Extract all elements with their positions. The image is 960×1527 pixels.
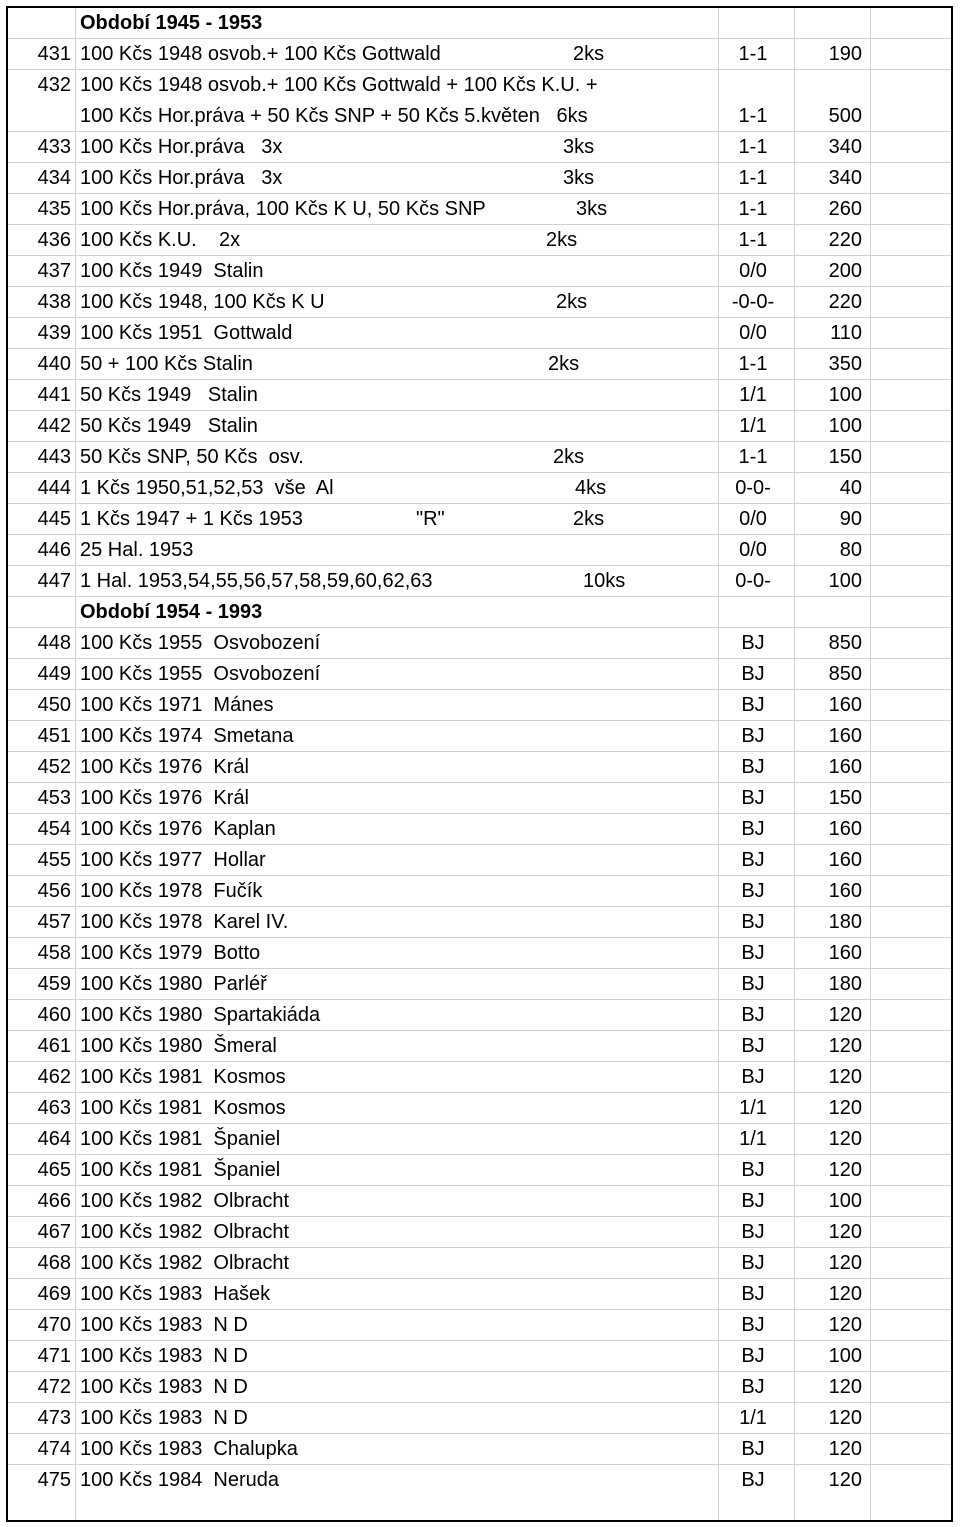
item-quantity: 2ks <box>573 508 605 530</box>
item-price: 120 <box>828 1283 862 1305</box>
item-description: 100 Kčs 1979 Botto <box>80 942 261 964</box>
table-row <box>8 1186 951 1217</box>
item-price: 90 <box>839 508 862 530</box>
item-description: 50 Kčs 1949 Stalin <box>80 415 258 437</box>
item-price: 160 <box>828 694 862 716</box>
item-price: 500 <box>828 105 862 127</box>
item-price: 160 <box>828 942 862 964</box>
item-variant-mark: "R" <box>416 508 445 530</box>
item-number: 449 <box>37 663 71 685</box>
item-condition: 1-1 <box>738 167 768 189</box>
item-number: 442 <box>37 415 71 437</box>
table-row <box>8 907 951 938</box>
item-condition: BJ <box>741 756 765 778</box>
item-price: 260 <box>828 198 862 220</box>
item-price: 340 <box>828 136 862 158</box>
item-number: 439 <box>37 322 71 344</box>
item-quantity: 3ks <box>576 198 608 220</box>
item-condition: 1/1 <box>739 1097 767 1119</box>
item-description: 100 Kčs 1980 Parléř <box>80 973 267 995</box>
item-condition: BJ <box>741 849 765 871</box>
item-condition: 0/0 <box>739 539 767 561</box>
item-price: 120 <box>828 1438 862 1460</box>
item-description: 100 Kčs 1981 Kosmos <box>80 1097 286 1119</box>
item-condition: 1-1 <box>738 198 768 220</box>
item-number: 461 <box>37 1035 71 1057</box>
item-number: 469 <box>37 1283 71 1305</box>
item-description: 100 Kčs 1976 Král <box>80 787 249 809</box>
table-row <box>8 473 951 504</box>
item-price: 120 <box>828 1376 862 1398</box>
item-number: 437 <box>37 260 71 282</box>
item-condition: BJ <box>741 1438 765 1460</box>
item-description: 100 Kčs 1971 Mánes <box>80 694 274 716</box>
item-price: 120 <box>828 1314 862 1336</box>
item-description: 100 Kčs 1948 osvob.+ 100 Kčs Gottwald <box>80 43 441 65</box>
item-number: 440 <box>37 353 71 375</box>
item-condition: 0-0- <box>735 570 771 592</box>
item-quantity: 4ks <box>575 477 607 499</box>
item-number: 438 <box>37 291 71 313</box>
catalog-table <box>6 6 953 1522</box>
item-number: 460 <box>37 1004 71 1026</box>
item-description: 100 Kčs 1974 Smetana <box>80 725 294 747</box>
table-row <box>8 1248 951 1279</box>
table-row <box>8 628 951 659</box>
item-number: 470 <box>37 1314 71 1336</box>
item-description: 100 Kčs 1955 Osvobození <box>80 663 321 685</box>
item-description: 100 Kčs 1982 Olbracht <box>80 1252 290 1274</box>
item-condition: 0/0 <box>739 508 767 530</box>
item-number: 458 <box>37 942 71 964</box>
item-number: 474 <box>37 1438 71 1460</box>
table-row <box>8 938 951 969</box>
item-description: 1 Kčs 1947 + 1 Kčs 1953 <box>80 508 303 530</box>
item-number: 443 <box>37 446 71 468</box>
item-condition: 0-0- <box>735 477 771 499</box>
item-condition: BJ <box>741 725 765 747</box>
item-condition: BJ <box>741 1252 765 1274</box>
item-condition: BJ <box>741 1035 765 1057</box>
item-description: 50 + 100 Kčs Stalin <box>80 353 253 375</box>
item-condition: BJ <box>741 1190 765 1212</box>
item-number: 459 <box>37 973 71 995</box>
item-description: 100 Kčs 1982 Olbracht <box>80 1221 290 1243</box>
item-price: 120 <box>828 1469 862 1491</box>
item-price: 120 <box>828 1066 862 1088</box>
table-row <box>8 1310 951 1341</box>
table-row <box>8 1062 951 1093</box>
item-description: 1 Hal. 1953,54,55,56,57,58,59,60,62,63 <box>80 570 433 592</box>
item-condition: BJ <box>741 973 765 995</box>
item-condition: BJ <box>741 1469 765 1491</box>
section-header-row <box>8 8 951 39</box>
item-description: 50 Kčs SNP, 50 Kčs osv. <box>80 446 304 468</box>
item-price: 100 <box>828 415 862 437</box>
table-row <box>8 318 951 349</box>
item-condition: BJ <box>741 1314 765 1336</box>
item-number: 464 <box>37 1128 71 1150</box>
item-condition: 1-1 <box>738 353 768 375</box>
item-description: 100 Kčs 1983 Hašek <box>80 1283 271 1305</box>
table-row <box>8 1403 951 1434</box>
table-row <box>8 194 951 225</box>
item-price: 340 <box>828 167 862 189</box>
item-number: 435 <box>37 198 71 220</box>
table-row <box>8 442 951 473</box>
item-quantity: 3ks <box>563 167 595 189</box>
item-description: 1 Kčs 1950,51,52,53 vše Al <box>80 477 334 499</box>
item-description: 100 Kčs 1982 Olbracht <box>80 1190 290 1212</box>
item-description: 100 Kčs 1977 Hollar <box>80 849 266 871</box>
item-price: 110 <box>830 322 862 344</box>
item-number: 457 <box>37 911 71 933</box>
table-row <box>8 287 951 318</box>
item-price: 850 <box>828 632 862 654</box>
item-price: 180 <box>828 911 862 933</box>
item-description-line2: 100 Kčs Hor.práva + 50 Kčs SNP + 50 Kčs 5.květen 6ks <box>80 105 588 127</box>
table-row <box>8 1372 951 1403</box>
table-row <box>8 1434 951 1465</box>
table-row <box>8 132 951 163</box>
item-price: 160 <box>828 849 862 871</box>
item-number: 447 <box>37 570 71 592</box>
item-description: 100 Kčs 1981 Španiel <box>80 1159 281 1181</box>
item-condition: BJ <box>741 911 765 933</box>
item-number: 466 <box>37 1190 71 1212</box>
item-price: 100 <box>828 570 862 592</box>
item-price: 120 <box>828 1252 862 1274</box>
item-condition: -0-0- <box>731 291 775 313</box>
item-number: 432 <box>37 74 71 96</box>
item-description: 100 Kčs 1955 Osvobození <box>80 632 321 654</box>
item-condition: BJ <box>741 1345 765 1367</box>
item-description: 100 Kčs 1948, 100 Kčs K U <box>80 291 325 313</box>
item-description: 100 Kčs 1949 Stalin <box>80 260 264 282</box>
item-quantity: 2ks <box>546 229 578 251</box>
item-condition: 1/1 <box>739 415 767 437</box>
section-header-row <box>8 597 951 628</box>
item-description: 100 Kčs K.U. 2x <box>80 229 241 251</box>
table-row <box>8 225 951 256</box>
item-price: 120 <box>828 1221 862 1243</box>
table-row <box>8 504 951 535</box>
item-number: 444 <box>37 477 71 499</box>
table-row <box>8 783 951 814</box>
item-price: 350 <box>828 353 862 375</box>
table-row <box>8 1465 951 1496</box>
item-number: 455 <box>37 849 71 871</box>
table-row <box>8 1155 951 1186</box>
item-condition: BJ <box>741 1221 765 1243</box>
item-condition: BJ <box>741 1066 765 1088</box>
item-description: 100 Kčs 1976 Král <box>80 756 249 778</box>
item-number: 450 <box>37 694 71 716</box>
item-price: 100 <box>828 1345 862 1367</box>
item-number: 473 <box>37 1407 71 1429</box>
item-price: 220 <box>828 291 862 313</box>
item-condition: BJ <box>741 1004 765 1026</box>
section-title: Období 1945 - 1953 <box>80 12 263 34</box>
item-price: 150 <box>828 446 862 468</box>
item-description: 100 Kčs 1948 osvob.+ 100 Kčs Gottwald + 100 Kčs K.U. + <box>80 74 598 96</box>
item-number: 451 <box>37 725 71 747</box>
item-price: 850 <box>828 663 862 685</box>
table-row <box>8 1093 951 1124</box>
table-row <box>8 876 951 907</box>
item-condition: 1-1 <box>738 105 768 127</box>
item-description: 100 Kčs 1980 Spartakiáda <box>80 1004 321 1026</box>
item-number: 436 <box>37 229 71 251</box>
item-number: 453 <box>37 787 71 809</box>
item-quantity: 2ks <box>553 446 585 468</box>
item-number: 433 <box>37 136 71 158</box>
item-number: 468 <box>37 1252 71 1274</box>
item-description: 100 Kčs 1978 Fučík <box>80 880 263 902</box>
item-description: 100 Kčs 1976 Kaplan <box>80 818 276 840</box>
item-condition: 1/1 <box>739 1128 767 1150</box>
item-condition: 0/0 <box>739 260 767 282</box>
item-number: 467 <box>37 1221 71 1243</box>
item-price: 120 <box>828 1004 862 1026</box>
item-price: 160 <box>828 756 862 778</box>
table-row <box>8 1217 951 1248</box>
item-number: 445 <box>37 508 71 530</box>
table-row <box>8 1000 951 1031</box>
item-price: 180 <box>828 973 862 995</box>
item-condition: BJ <box>741 694 765 716</box>
item-description: 100 Kčs 1983 N D <box>80 1407 248 1429</box>
table-row <box>8 721 951 752</box>
table-row <box>8 39 951 70</box>
section-title: Období 1954 - 1993 <box>80 601 263 623</box>
table-row <box>8 256 951 287</box>
item-price: 120 <box>828 1128 862 1150</box>
item-condition: BJ <box>741 663 765 685</box>
table-row <box>8 1279 951 1310</box>
item-description: 25 Hal. 1953 <box>80 539 194 561</box>
item-number: 465 <box>37 1159 71 1181</box>
item-price: 190 <box>828 43 862 65</box>
item-number: 441 <box>37 384 71 406</box>
item-condition: BJ <box>741 1283 765 1305</box>
item-number: 452 <box>37 756 71 778</box>
item-description: 100 Kčs 1983 N D <box>80 1345 248 1367</box>
item-condition: BJ <box>741 632 765 654</box>
item-price: 120 <box>828 1035 862 1057</box>
item-description: 100 Kčs Hor.práva, 100 Kčs K U, 50 Kčs SNP <box>80 198 486 220</box>
item-condition: 1-1 <box>738 446 768 468</box>
item-condition: BJ <box>741 1159 765 1181</box>
table-row <box>8 969 951 1000</box>
table-row <box>8 163 951 194</box>
item-description: 100 Kčs 1951 Gottwald <box>80 322 293 344</box>
table-row <box>8 1341 951 1372</box>
item-number: 463 <box>37 1097 71 1119</box>
item-condition: BJ <box>741 1376 765 1398</box>
item-quantity: 3ks <box>563 136 595 158</box>
item-price: 160 <box>828 725 862 747</box>
item-price: 120 <box>828 1097 862 1119</box>
item-description: 100 Kčs 1981 Španiel <box>80 1128 281 1150</box>
item-number: 448 <box>37 632 71 654</box>
item-condition: 1-1 <box>738 229 768 251</box>
item-description: 100 Kčs 1980 Šmeral <box>80 1035 277 1057</box>
item-number: 472 <box>37 1376 71 1398</box>
item-description: 100 Kčs Hor.práva 3x <box>80 167 283 189</box>
table-row <box>8 814 951 845</box>
item-condition: BJ <box>741 942 765 964</box>
item-price: 160 <box>828 818 862 840</box>
item-condition: 1/1 <box>739 384 767 406</box>
item-number: 475 <box>37 1469 71 1491</box>
item-quantity: 2ks <box>556 291 588 313</box>
table-row <box>8 380 951 411</box>
item-condition: 1-1 <box>738 136 768 158</box>
table-row <box>8 1124 951 1155</box>
item-description: 100 Kčs 1981 Kosmos <box>80 1066 286 1088</box>
item-price: 220 <box>828 229 862 251</box>
item-price: 200 <box>828 260 862 282</box>
item-number: 446 <box>37 539 71 561</box>
item-number: 471 <box>37 1345 71 1367</box>
item-price: 100 <box>828 384 862 406</box>
table-row <box>8 566 951 597</box>
item-number: 462 <box>37 1066 71 1088</box>
item-condition: BJ <box>741 880 765 902</box>
item-number: 434 <box>37 167 71 189</box>
item-condition: 1/1 <box>739 1407 767 1429</box>
item-description: 100 Kčs 1983 N D <box>80 1376 248 1398</box>
item-condition: 0/0 <box>739 322 767 344</box>
item-price: 160 <box>828 880 862 902</box>
table-row <box>8 690 951 721</box>
item-description: 50 Kčs 1949 Stalin <box>80 384 258 406</box>
item-condition: BJ <box>741 818 765 840</box>
item-description: 100 Kčs Hor.práva 3x <box>80 136 283 158</box>
item-price: 40 <box>839 477 862 499</box>
item-condition: 1-1 <box>738 43 768 65</box>
item-description: 100 Kčs 1983 N D <box>80 1314 248 1336</box>
table-row <box>8 1031 951 1062</box>
item-description: 100 Kčs 1983 Chalupka <box>80 1438 298 1460</box>
item-number: 454 <box>37 818 71 840</box>
table-row <box>8 70 951 132</box>
table-row <box>8 845 951 876</box>
item-description: 100 Kčs 1984 Neruda <box>80 1469 280 1491</box>
item-price: 150 <box>828 787 862 809</box>
item-quantity: 10ks <box>583 570 626 592</box>
item-price: 120 <box>828 1159 862 1181</box>
table-row <box>8 752 951 783</box>
item-number: 431 <box>37 43 71 65</box>
item-quantity: 2ks <box>573 43 605 65</box>
item-description: 100 Kčs 1978 Karel IV. <box>80 911 289 933</box>
item-price: 80 <box>839 539 862 561</box>
table-row <box>8 659 951 690</box>
item-price: 100 <box>828 1190 862 1212</box>
item-number: 456 <box>37 880 71 902</box>
table-row <box>8 535 951 566</box>
table-row <box>8 349 951 380</box>
item-price: 120 <box>828 1407 862 1429</box>
item-quantity: 2ks <box>548 353 580 375</box>
item-condition: BJ <box>741 787 765 809</box>
table-row <box>8 411 951 442</box>
